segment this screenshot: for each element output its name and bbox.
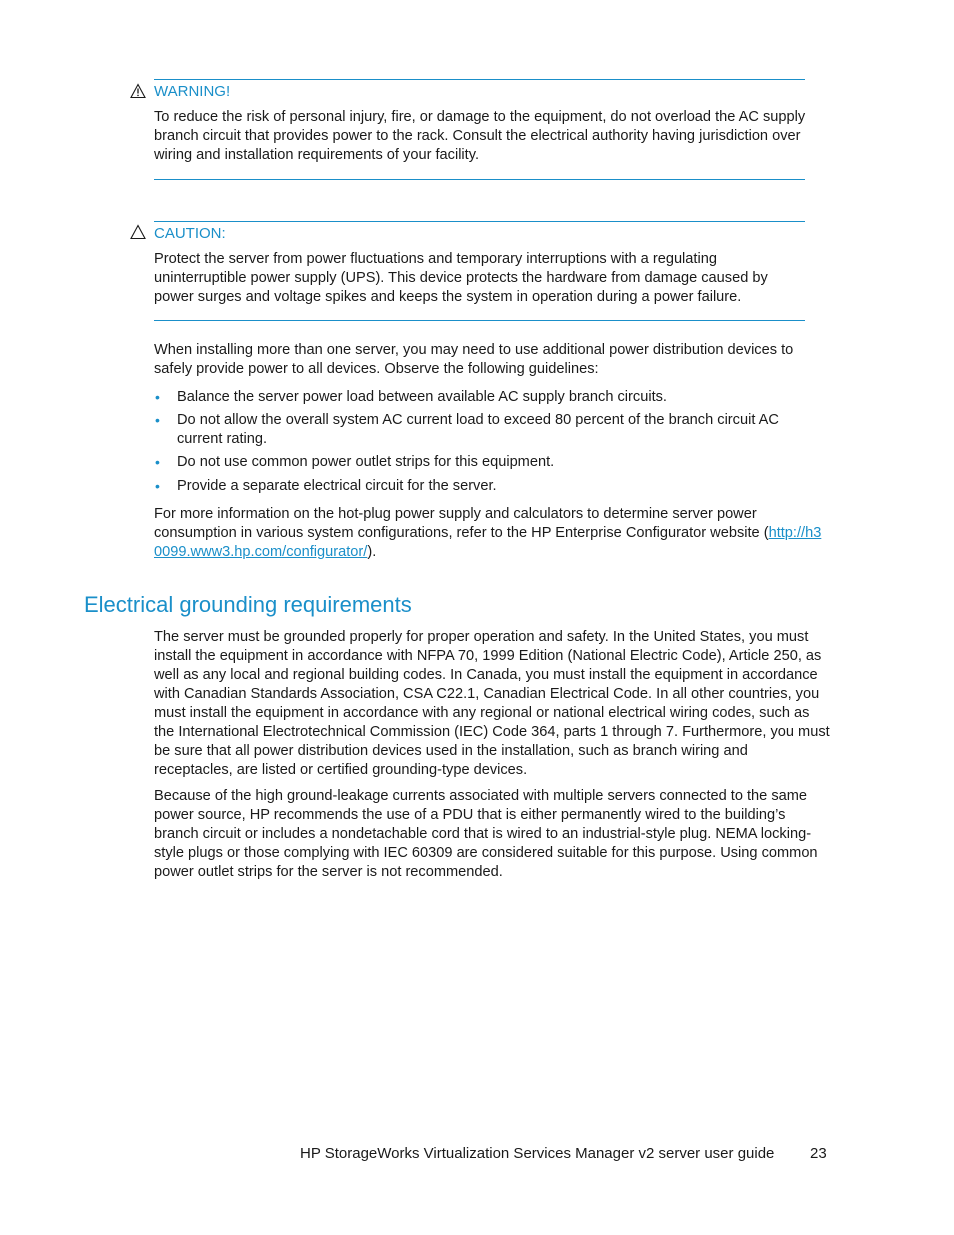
caution-text: Protect the server from power fluctuations and temporary interruptions with a regulating uninterruptible power supply (UPS). This device protects the hardware from damage caused by power surges and voltage spikes and keeps the system in operation during a power failure. (154, 251, 768, 305)
list-item-text: Balance the server power load between available AC supply branch circuits. (177, 389, 667, 405)
footer-title: HP StorageWorks Virtualization Services Manager v2 server user guide (300, 1145, 775, 1162)
warning-notice (154, 79, 805, 180)
caution-notice (154, 221, 805, 321)
more-info-paragraph (154, 505, 826, 562)
guidelines-list (154, 388, 814, 500)
warning-label: WARNING! (154, 83, 231, 100)
bullet-icon: • (155, 478, 160, 494)
list-item (154, 453, 814, 472)
intro-paragraph: When installing more than one server, you may need to use additional power distribution devices to safely provide power to all devices. Observe the following guidelines: (154, 342, 794, 377)
warning-text: To reduce the risk of personal injury, fire, or damage to the equipment, do not overload the AC supply branch circuit that provides power to the rack. Consult the electrical authority having jurisdiction over wiring and installation requirements of your facility. (154, 109, 806, 163)
list-item (154, 477, 814, 496)
list-item-text: Do not allow the overall system AC current load to exceed 80 percent of the branch circuit AC current rating. (177, 412, 779, 447)
configurator-link[interactable]: http://h30099.www3.hp.com/configurator/ (154, 525, 822, 560)
warning-triangle-icon (130, 83, 146, 99)
caution-label: CAUTION: (154, 225, 226, 242)
more-info-text: For more information on the hot-plug power supply and calculators to determine server power consumption in various system configurations, refer to the HP Enterprise Configurator website ( (154, 506, 769, 541)
caution-triangle-icon (130, 224, 146, 240)
section-heading: Electrical grounding requirements (84, 592, 412, 617)
bullet-icon: • (155, 389, 160, 405)
grounding-paragraph-1: The server must be grounded properly for proper operation and safety. In the United States, you must install the equipment in accordance with NFPA 70, 1999 Edition (National Electric Code), Article 250, as well as any local and regional building codes. In Canada, you must install the equipment in accordance with Canadian Standards Association, CSA C22.1, Canadian Electrical Code. In all other countries, you must install the equipment in accordance with any regional or national electrical wiring codes, such as the International Electrotechnical Commission (IEC) Code 364, parts 1 through 7. Furthermore, you must be sure that all power distribution devices used in the installation, such as branch wiring and receptacles, are listed or certified grounding-type devices. (154, 629, 830, 778)
list-item (154, 411, 817, 449)
bullet-icon: • (155, 412, 160, 428)
grounding-paragraph-2: Because of the high ground-leakage currents associated with multiple servers connected to the same power source, HP recommends the use of a PDU that is either permanently wired to the building’s branch circuit or includes a nondetachable cord that is wired to an industrial-style plug. NEMA locking-style plugs or those complying with IEC 60309 are considered suitable for this purpose. Using common power outlet strips for the server is not recommended. (154, 788, 818, 880)
list-item-text: Provide a separate electrical circuit for the server. (177, 478, 497, 494)
list-item-text: Do not use common power outlet strips for this equipment. (177, 454, 555, 470)
page-number: 23 (810, 1145, 827, 1162)
list-item (154, 388, 814, 407)
more-info-text-end: ). (367, 544, 377, 560)
bullet-icon: • (155, 454, 160, 470)
